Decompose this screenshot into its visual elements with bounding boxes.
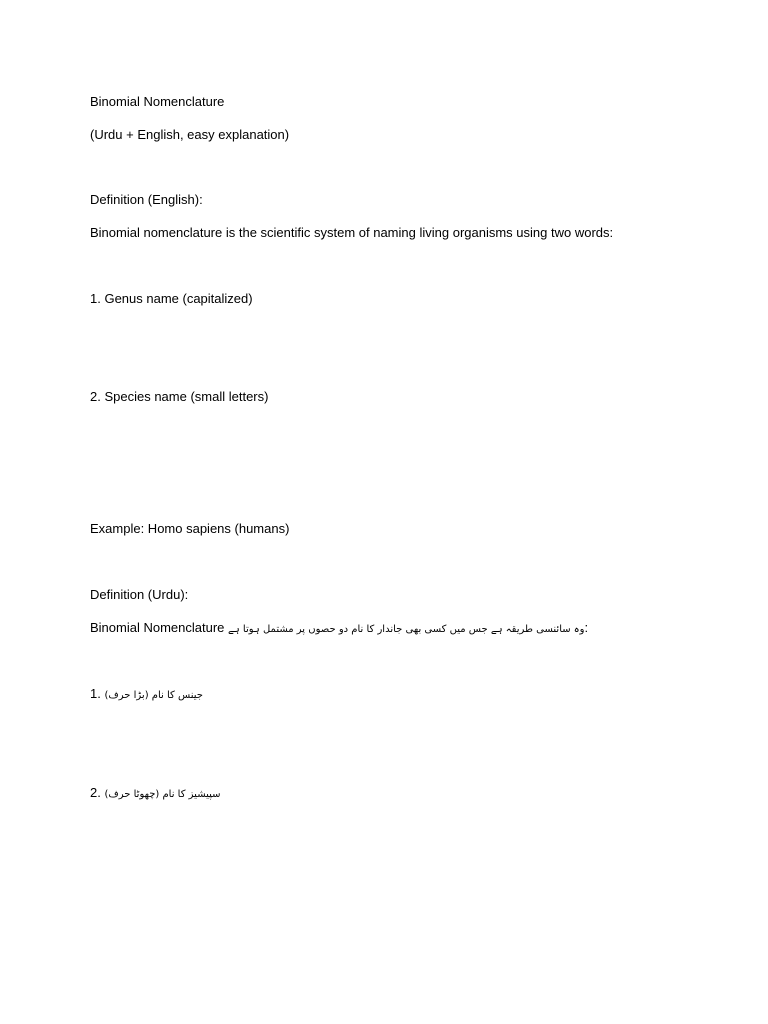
species-item-urdu-number: 2. xyxy=(90,785,101,800)
definition-urdu-colon: : xyxy=(584,620,589,635)
species-item-urdu-text: سپیشیز کا نام (چھوٹا حرف) xyxy=(104,789,221,800)
example-text: Example: Homo sapiens (humans) xyxy=(90,521,290,536)
genus-item-english: 1. Genus name (capitalized) xyxy=(90,291,253,306)
document-title: Binomial Nomenclature xyxy=(90,94,225,109)
definition-urdu-prefix: Binomial Nomenclature xyxy=(90,620,225,635)
genus-item-urdu xyxy=(90,686,203,704)
species-item-english: 2. Species name (small letters) xyxy=(90,389,269,404)
species-item-urdu xyxy=(90,785,221,803)
definition-english-heading: Definition (English): xyxy=(90,192,203,207)
definition-english-text: Binomial nomenclature is the scientific system of naming living organisms using two words: xyxy=(90,225,614,240)
definition-urdu-heading: Definition (Urdu): xyxy=(90,587,189,602)
document-subtitle: (Urdu + English, easy explanation) xyxy=(90,127,290,142)
definition-urdu-line xyxy=(90,620,588,638)
genus-item-urdu-number: 1. xyxy=(90,686,101,701)
genus-item-urdu-text: جینس کا نام (بڑا حرف) xyxy=(104,690,203,701)
definition-urdu-text: وہ سائنسی طریقہ ہے جس میں کسی بھی جاندار کا نام دو حصوں پر مشتمل ہوتا ہے xyxy=(228,624,585,635)
